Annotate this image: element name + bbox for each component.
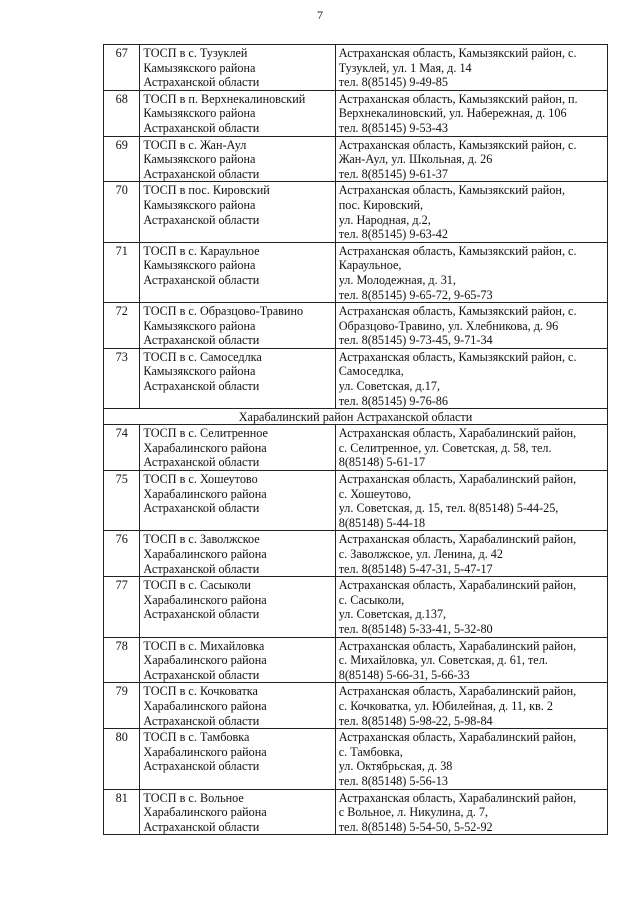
address-line: пос. Кировский, [338,197,424,212]
office-name-line: ТОСП в с. Хошеутово [143,472,258,487]
office-name-line: Харабалинского района [143,698,267,713]
office-name-line: ТОСП в с. Образцово-Травино [143,304,304,319]
row-number: 77 [104,577,140,637]
address-line: Астраханская область, Камызякский район, с. [338,349,577,364]
office-name-line: ТОСП в с. Жан-Аул [143,137,247,152]
address-line: Астраханская область, Камызякский район, с. [338,304,577,319]
address-cell [335,45,607,91]
address-line: Астраханская область, Харабалинский район, [338,638,577,653]
address-line: с. Кочковатка, ул. Юбилейная, д. 11, кв. 2 [338,698,553,713]
address-line: Астраханская область, Камызякский район, [338,183,565,198]
office-name-line: Камызякского района [143,197,256,212]
table-row [104,348,608,408]
address-cell [335,471,607,531]
office-name-line: ТОСП в с. Тамбовка [143,730,250,745]
address-line: 8(85148) 5-44-18 [338,515,426,530]
address-line: Астраханская область, Камызякский район, с. [338,243,577,258]
office-name-line: Камызякского района [143,258,256,273]
address-line: с. Сасыколи, [338,592,405,607]
office-name-line: Астраханской области [143,212,260,227]
office-name-cell [140,242,335,302]
office-name-line: Астраханской области [143,607,260,622]
address-cell [335,182,607,242]
office-name-line: Астраханской области [143,379,260,394]
address-line: Астраханская область, Харабалинский район, [338,684,577,699]
row-number: 69 [104,136,140,182]
office-name-line: Астраханской области [143,561,260,576]
address-line: с Вольное, л. Никулина, д. 7, [338,805,489,820]
address-line: с. Заволжское, ул. Ленина, д. 42 [338,547,503,561]
address-line: Астраханская область, Камызякский район, с. [338,137,577,152]
office-name-line: Астраханской области [143,819,260,834]
office-name-line: ТОСП в с. Кочковатка [143,684,258,699]
address-line: ул. Советская, д.137, [338,607,447,622]
table-row [104,577,608,637]
office-name-cell [140,136,335,182]
address-cell [335,242,607,302]
office-name-line: Харабалинского района [143,440,267,455]
table-row [104,182,608,242]
office-name-cell [140,577,335,637]
row-number: 70 [104,182,140,242]
address-cell [335,303,607,349]
row-number: 80 [104,729,140,789]
row-number: 71 [104,242,140,302]
office-name-cell [140,471,335,531]
address-line: ул. Советская, д. 15, тел. 8(85148) 5-44-25, [338,501,559,516]
address-line: тел. 8(85145) 9-61-37 [338,166,448,181]
office-name-line: ТОСП в с. Михайловка [143,638,265,653]
office-name-line: Астраханской области [143,759,260,774]
address-line: Астраханская область, Харабалинский район, [338,790,577,805]
office-name-line: Харабалинского района [143,592,267,607]
office-name-line: Астраханской области [143,272,260,287]
office-name-line: Харабалинского района [143,744,267,759]
address-line: тел. 8(85145) 9-53-43 [338,120,448,135]
address-line: тел. 8(85145) 9-73-45, 9-71-34 [338,333,493,348]
address-cell [335,789,607,835]
kharabali-rows [104,425,608,835]
office-name-line: ТОСП в пос. Кировский [143,183,270,198]
address-line: тел. 8(85148) 5-33-41, 5-32-80 [338,621,493,636]
page-number: 7 [317,8,323,22]
row-number: 68 [104,90,140,136]
office-name-line: Астраханской области [143,166,260,181]
table-row [104,45,608,91]
region-heading-row [104,409,608,425]
office-name-cell [140,683,335,729]
address-line: тел. 8(85148) 5-54-50, 5-52-92 [338,819,493,834]
office-name-line: ТОСП в с. Вольное [143,790,244,805]
address-line: Жан-Аул, ул. Школьная, д. 26 [338,152,493,167]
region-heading-section [104,409,608,425]
address-line: ул. Народная, д.2, [338,212,431,227]
table-row [104,90,608,136]
address-cell [335,531,607,577]
office-name-cell [140,45,335,91]
office-name-line: ТОСП в с. Самоседлка [143,349,262,364]
office-name-line: Харабалинского района [143,805,267,820]
office-name-line: Астраханской области [143,75,260,90]
address-line: Тузуклей, ул. 1 Мая, д. 14 [338,60,472,75]
address-line: Астраханская область, Камызякский район, п. [338,91,578,106]
table-row [104,683,608,729]
address-line: ул. Молодежная, д. 31, [338,272,456,287]
address-line: тел. 8(85148) 5-56-13 [338,773,448,788]
address-line: тел. 8(85145) 9-65-72, 9-65-73 [338,287,493,302]
office-name-line: ТОСП в п. Верхнекалиновский [143,91,306,106]
office-name-line: ТОСП в с. Караульное [143,243,260,258]
address-cell [335,348,607,408]
address-line: Караульное, [338,258,402,273]
office-name-cell [140,90,335,136]
office-name-line: ТОСП в с. Селитренное [143,426,268,441]
offices-table [103,44,608,835]
address-cell [335,136,607,182]
row-number: 73 [104,348,140,408]
table-row [104,531,608,577]
address-cell [335,425,607,471]
address-cell [335,729,607,789]
address-cell [335,683,607,729]
table-row [104,136,608,182]
office-name-line: Астраханской области [143,333,260,348]
office-name-cell [140,531,335,577]
office-name-cell [140,425,335,471]
office-name-line: Камызякского района [143,364,256,379]
row-number: 76 [104,531,140,577]
office-name-cell [140,303,335,349]
address-cell [335,637,607,683]
office-name-cell [140,182,335,242]
address-line: тел. 8(85148) 5-47-31, 5-47-17 [338,561,493,576]
office-name-line: Астраханской области [143,713,260,728]
office-name-cell [140,789,335,835]
row-number: 74 [104,425,140,471]
office-name-cell [140,729,335,789]
office-name-line: Астраханской области [143,120,260,135]
address-line: Астраханская область, Харабалинский район, [338,472,577,487]
region-heading: Харабалинский район Астраханской области [104,409,608,425]
address-line: Астраханская область, Харабалинский район, [338,532,577,547]
address-line: Астраханская область, Харабалинский район, [338,730,577,745]
row-number: 75 [104,471,140,531]
row-number: 79 [104,683,140,729]
address-line: тел. 8(85145) 9-49-85 [338,75,448,90]
office-name-line: Харабалинского района [143,547,267,561]
address-line: 8(85148) 5-61-17 [338,455,426,470]
address-cell [335,90,607,136]
address-line: с. Михайловка, ул. Советская, д. 61, тел. [338,653,548,668]
row-number: 72 [104,303,140,349]
address-line: Астраханская область, Камызякский район, с. [338,46,577,60]
table-row [104,471,608,531]
address-line: ул. Октябрьская, д. 38 [338,759,453,774]
address-cell [335,577,607,637]
address-line: с. Хошеутово, [338,486,412,501]
office-name-line: Астраханской области [143,501,260,516]
table-row [104,637,608,683]
office-name-line: Камызякского района [143,106,256,121]
table-row [104,789,608,835]
office-name-line: Камызякского района [143,318,256,333]
address-line: Верхнекалиновский, ул. Набережная, д. 106 [338,106,567,121]
table-row [104,303,608,349]
office-name-line: Харабалинского района [143,486,267,501]
address-line: ул. Советская, д.17, [338,379,440,394]
address-line: с. Тамбовка, [338,744,403,759]
address-line: Образцово-Травино, ул. Хлебникова, д. 96 [338,318,559,333]
address-line: с. Селитренное, ул. Советская, д. 58, тел. [338,440,552,455]
address-line: тел. 8(85145) 9-76-86 [338,393,448,408]
table-row [104,242,608,302]
office-name-cell [140,348,335,408]
office-name-line: Камызякского района [143,60,256,75]
address-line: Астраханская область, Харабалинский район, [338,426,577,441]
address-line: Самоседлка, [338,364,404,379]
office-name-line: Камызякского района [143,152,256,167]
address-line: тел. 8(85145) 9-63-42 [338,227,448,242]
office-name-line: ТОСП в с. Сасыколи [143,578,251,593]
office-name-line: ТОСП в с. Заволжское [143,532,260,547]
office-name-line: Астраханской области [143,667,260,682]
office-name-line: ТОСП в с. Тузуклей [143,46,248,60]
office-name-line: Астраханской области [143,455,260,470]
row-number: 67 [104,45,140,91]
office-name-line: Харабалинского района [143,653,267,668]
address-line: Астраханская область, Харабалинский район, [338,578,577,593]
row-number: 78 [104,637,140,683]
table-row [104,729,608,789]
office-name-cell [140,637,335,683]
kamyzyak-rows [104,45,608,409]
address-line: тел. 8(85148) 5-98-22, 5-98-84 [338,713,493,728]
address-line: 8(85148) 5-66-31, 5-66-33 [338,667,470,682]
row-number: 81 [104,789,140,835]
table-row [104,425,608,471]
